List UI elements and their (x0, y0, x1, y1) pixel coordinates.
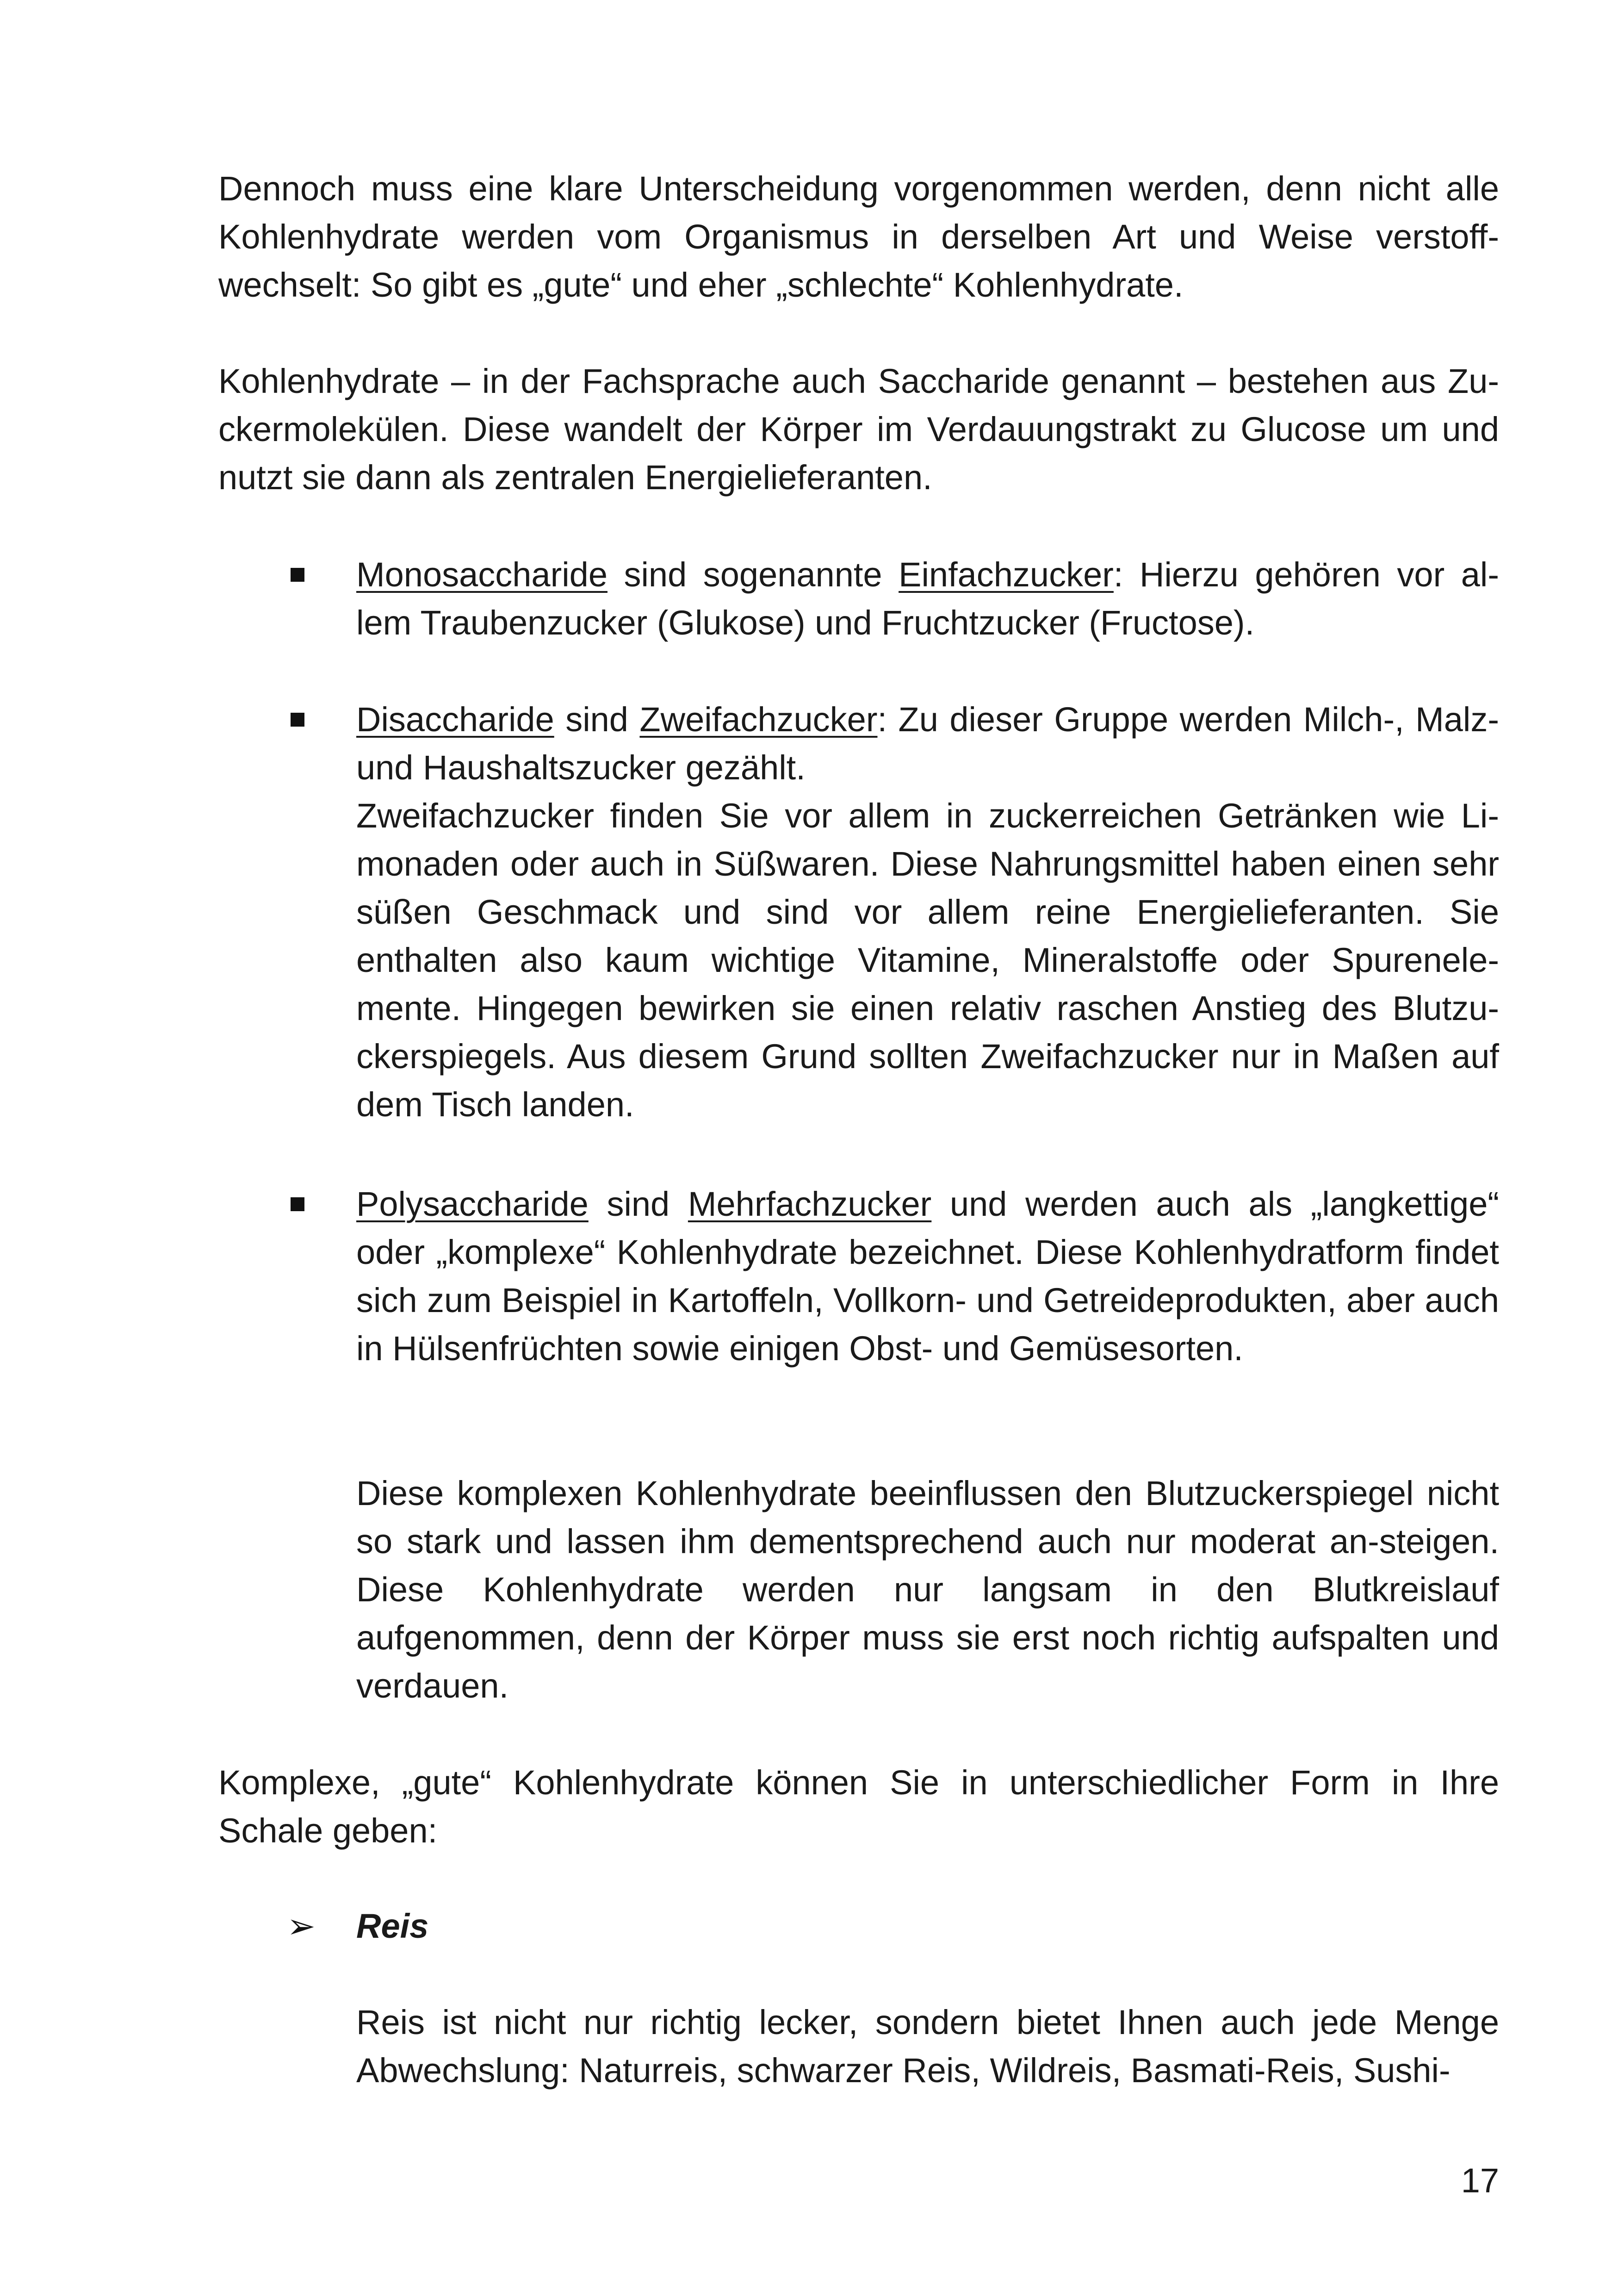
paragraph-disaccharide-detail: Zweifachzucker finden Sie vor allem in zuckerreichen Getränken wie Li-monaden oder auch in Süßwaren. Diese Nahrungsmittel haben einen sehr süßen Geschmack und sind vor allem reine Energielieferanten. Sie enthalten also kaum wichtige Vitamine, Mineralstoffe oder Spurenele-mente. Hingegen bewirken sie einen relativ raschen Anstieg des Blutzu-ckerspiegels. Aus diesem Grund sollten Zweifachzucker nur in Maßen auf dem Tisch landen. (356, 796, 1499, 1124)
text-fragment: und werden auch als „langkettige“ oder „komplexe“ Kohlenhydrate bezeichnet. Diese Kohlenhydratform findet sich zum Beispiel in Kartoffeln, Vollkorn- und Getreideprodukten, aber auch in Hülsenfrüchten sowie einigen Obst- und Gemüsesorten. (356, 1185, 1500, 1368)
list-item-monosaccharide (356, 551, 1499, 647)
page-number: 17 (1461, 2161, 1499, 2200)
paragraph-saccharide-definition: Kohlenhydrate – in der Fachsprache auch Saccharide genannt – bestehen aus Zu-ckermolekülen. Diese wandelt der Körper im Verdauungstrakt zu Glucose um und nutzt sie dann als zentralen Energielieferanten. (218, 362, 1499, 497)
term-mehrfachzucker: Mehrfachzucker (688, 1185, 932, 1223)
paragraph-reis: Reis ist nicht nur richtig lecker, sondern bietet Ihnen auch jede Menge Abwechslung: Naturreis, schwarzer Reis, Wildreis, Basmati-Reis, Sushi- (356, 2003, 1499, 2090)
square-bullet-icon (291, 568, 304, 582)
term-disaccharide: Disaccharide (356, 700, 554, 739)
arrow-bullet-icon: ➢ (287, 1906, 316, 1946)
text-fragment: sind sogenannte (607, 555, 899, 594)
square-bullet-icon (291, 1197, 304, 1211)
term-zweifachzucker: Zweifachzucker (639, 700, 878, 739)
paragraph-good-carbs-intro: Komplexe, „gute“ Kohlenhydrate können Sie in unterschiedlicher Form in Ihre Schale geben: (218, 1763, 1499, 1850)
section-heading-reis: Reis (356, 1907, 429, 1945)
term-polysaccharide: Polysaccharide (356, 1185, 589, 1223)
paragraph-complex-carbs: Diese komplexen Kohlenhydrate beeinflussen den Blutzuckerspiegel nicht so stark und lassen ihm dementsprechend auch nur moderat an-steigen. Diese Kohlenhydrate werden nur langsam in den Blutkreislauf aufgenommen, denn der Körper muss sie erst noch richtig aufspalten und verdauen. (356, 1474, 1499, 1705)
list-item-disaccharide (356, 696, 1499, 792)
list-item-polysaccharide (356, 1180, 1499, 1373)
term-monosaccharide: Monosaccharide (356, 555, 608, 594)
text-fragment: : Zu dieser Gruppe werden Milch-, Malz- und Haushaltszucker gezählt. (356, 700, 1499, 787)
square-bullet-icon (291, 713, 304, 727)
term-einfachzucker: Einfachzucker (899, 555, 1114, 594)
text-fragment: sind (588, 1185, 688, 1223)
text-fragment: : Hierzu gehören vor al-lem Traubenzucker (Glukose) und Fruchtzucker (Fructose). (356, 555, 1499, 642)
text-fragment: sind (554, 700, 640, 739)
paragraph-distinction: Dennoch muss eine klare Unterscheidung vorgenommen werden, denn nicht alle Kohlenhydrate werden vom Organismus in derselben Art und Weise verstoff-wechselt: So gibt es „gute“ und eher „schlechte“ Kohlenhydrate. (218, 169, 1499, 304)
